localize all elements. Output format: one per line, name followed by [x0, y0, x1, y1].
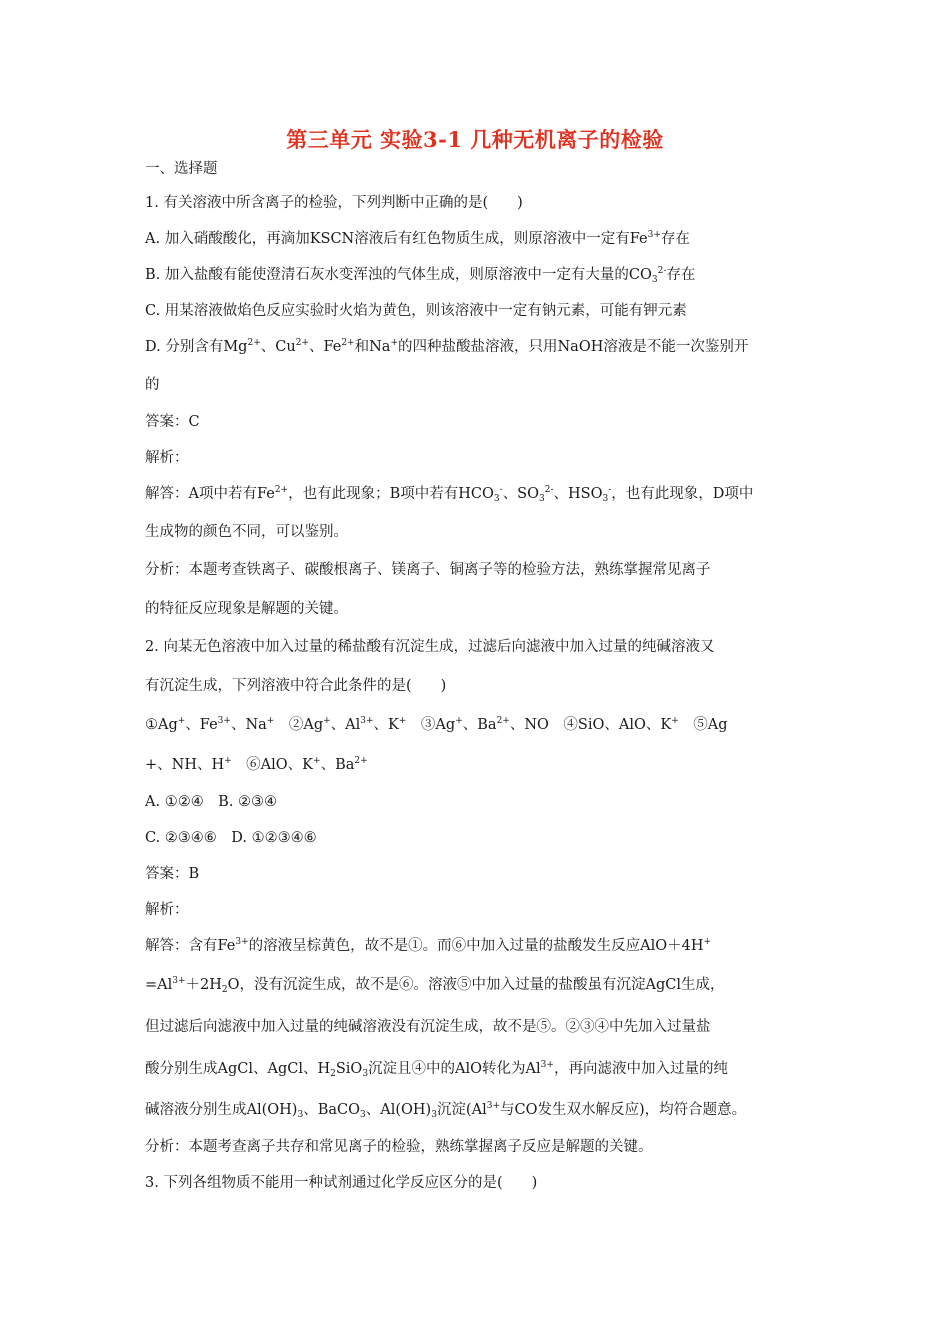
q1-option-a: A. 加入硝酸酸化，再滴加KSCN溶液后有红色物质生成，则原溶液中一定有$Fe^{3+}$存在	[145, 230, 690, 247]
q1-solution: 解答：A项中若有$Fe^{2+}$，也有此现象；B项中若有$HCO_3^-$、$SO_3^{2-}$、$HSO_3^-$，也有此现象，D项中	[145, 485, 754, 504]
q1-option-d-cont: 的	[145, 377, 160, 393]
q1-answer: 答案：C	[145, 414, 200, 430]
q1-stem: 1. 有关溶液中所含离子的检验，下列判断中正确的是( )	[145, 195, 523, 211]
q1-explanation-cont: 的特征反应现象是解题的关键。	[145, 601, 348, 617]
q1-analysis-label: 解析：	[145, 450, 189, 466]
q3-stem: 3. 下列各组物质不能用一种试剂通过化学反应区分的是( )	[145, 1175, 538, 1191]
q1-option-c: C. 用某溶液做焰色反应实验时火焰为黄色，则该溶液中一定有钠元素，可能有钾元素	[145, 303, 687, 319]
q2-stem: 2. 向某无色溶液中加入过量的稀盐酸有沉淀生成，过滤后向滤液中加入过量的纯碱溶液又	[145, 639, 715, 655]
q2-explanation: 分析：本题考查离子共存和常见离子的检验，熟练掌握离子反应是解题的关键。	[145, 1139, 653, 1155]
q2-choices: ①Ag+、$Fe^{3+}$、Na+ ②Ag+、$Al^{3+}$、K+ ③Ag+、$Ba^{2+}$、NO ④SiO、AlO、K+ ⑤Ag	[145, 716, 728, 733]
page-title: 第三单元 实验3-1 几种无机离子的检验	[286, 127, 664, 152]
section-heading: 一、选择题	[145, 161, 218, 177]
q2-stem-cont: 有沉淀生成，下列溶液中符合此条件的是( )	[145, 678, 447, 694]
q1-explanation: 分析：本题考查铁离子、碳酸根离子、镁离子、铜离子等的检验方法，熟练掌握常见离子	[145, 562, 711, 578]
q2-solution-line5: 碱溶液分别生成$Al(OH)_3$、BaCO$_3$、$Al(OH)_3$沉淀($Al^{3+}$与CO发生双水解反应)，均符合题意。	[145, 1101, 747, 1120]
q1-option-b: B. 加入盐酸有能使澄清石灰水变浑浊的气体生成，则原溶液中一定有大量的$CO_3^{2-}$存在	[145, 266, 696, 285]
q2-solution-line4: 酸分别生成AgCl、AgCl、$H_2SiO_3$沉淀且④中的AlO转化为$Al^{3+}$，再向滤液中加入过量的纯	[145, 1060, 728, 1079]
q1-solution-cont: 生成物的颜色不同，可以鉴别。	[145, 524, 348, 540]
q2-options-ab: A. ①②④ B. ②③④	[145, 794, 278, 810]
q2-options-cd: C. ②③④⑥ D. ①②③④⑥	[145, 830, 317, 846]
q2-solution-line2: $=Al^{3+}+2H_2O$，没有沉淀生成，故不是⑥。溶液⑤中加入过量的盐酸虽有沉淀AgCl生成，	[145, 976, 725, 995]
q2-analysis-label: 解析：	[145, 902, 189, 918]
q2-solution: 解答：含有$Fe^{3+}$的溶液呈棕黄色，故不是①。而⑥中加入过量的盐酸发生反应AlO＋4H+	[145, 937, 712, 954]
q2-solution-line3: 但过滤后向滤液中加入过量的纯碱溶液没有沉淀生成，故不是⑤。②③④中先加入过量盐	[145, 1019, 711, 1035]
q1-option-d: D. 分别含有$Mg^{2+}$、$Cu^{2+}$、$Fe^{2+}$和Na+的四种盐酸盐溶液，只用NaOH溶液是不能一次鉴别开	[145, 338, 749, 355]
q2-choices-cont: +、NH、H+ ⑥AlO、K+、$Ba^{2+}$	[145, 756, 368, 773]
q2-answer: 答案：B	[145, 866, 200, 882]
